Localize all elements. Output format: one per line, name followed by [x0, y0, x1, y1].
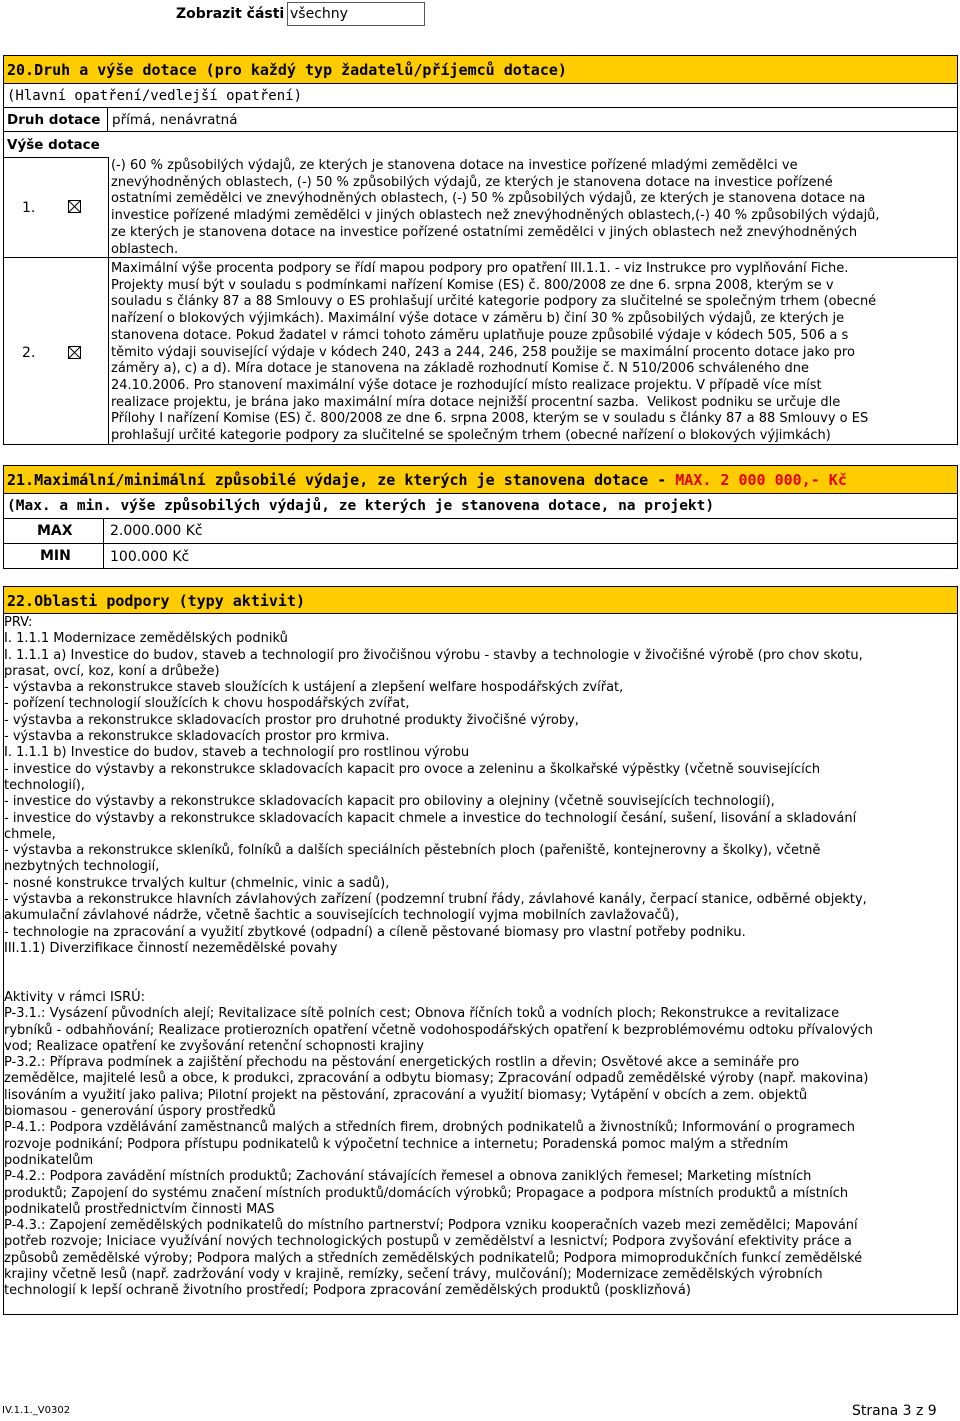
parts-select[interactable]: všechny: [287, 2, 425, 26]
divider: [108, 157, 109, 445]
text-line: PRV:: [4, 615, 33, 630]
text-line: znevýhodněných oblastech, (-) 50 % způsobilých výdajů, ze kterých je stanovena dotace na investice pořízené: [111, 174, 833, 190]
text-line: I. 1.1.1 Modernizace zemědělských podniků: [4, 631, 288, 647]
divider: [107, 108, 108, 131]
text-line: podnikatelů prostřednictvím činnosti MAS: [4, 1201, 275, 1217]
section21-title-max: MAX. 2 000 000,- Kč: [675, 471, 847, 489]
section22-prv-text: [4, 615, 954, 957]
section21-subtitle-box: [3, 493, 958, 519]
parts-label: Zobrazit části: [176, 6, 285, 22]
text-line: - pořízení technologií sloužících k chovu hospodářských zvířat,: [4, 696, 410, 712]
section21-title: [7, 471, 847, 489]
text-line: rybníků - odbahňování; Realizace protierozních opatření včetně vodohospodářských opatření k bezproblémovému odtoku přívalových: [4, 1022, 873, 1038]
text-line: 24.10.2006. Pro stanovení maximální výše dotace je rozhodující místo realizace projektu. V případě více míst: [111, 377, 822, 393]
text-line: chmele,: [4, 826, 56, 842]
check-cross-icon: [69, 347, 80, 358]
text-line: produktů; Zapojení do systému značení místních produktů/domácích výrobků; Propagace a podpora místních produktů a místních: [4, 1185, 849, 1201]
text-line: akumulační závlahové nádrže, včetně šachtic a souvisejících technologií vyjma mobilních zavlažovačů),: [4, 908, 680, 924]
text-line: realizace projektu, je brána jako maximální míra dotace nejnižší procentní sazba. Velikost podniku se určuje dle: [111, 394, 841, 410]
text-line: - výstavba a rekonstrukce hlavních závlahových zařízení (podzemní trubní řády, závlahové kanály, čerpací stanice, odběrné objekty,: [4, 892, 867, 908]
text-line: I. 1.1.1 b) Investice do budov, staveb a technologií pro rostlinou výrobu: [4, 745, 470, 761]
check-cross-icon: [69, 201, 80, 212]
druh-row: [3, 107, 958, 132]
text-line: technologií),: [4, 777, 85, 793]
section20-title: 20.Druh a výše dotace (pro každý typ žadatelů/příjemců dotace): [7, 61, 567, 79]
druh-label: Druh dotace: [7, 112, 101, 128]
druh-value: přímá, nenávratná: [112, 112, 238, 128]
max-label-cell: [3, 518, 104, 544]
text-line: lisováním a využití jako paliva; Pilotní projekt na pěstování, zpracování a využití biomasy; Vytápění v obcích a zem. objektů: [4, 1087, 808, 1103]
max-value-cell: [103, 518, 958, 544]
section21-title-main: 21.Maximální/minimální způsobilé výdaje, ze kterých je stanovena dotace -: [7, 471, 676, 489]
item-2-number: 2.: [22, 345, 36, 361]
max-label: MAX: [37, 523, 73, 539]
text-line: těmito výdaji související výdaje v kódech 240, 243 a 244, 246, 258 použije se maximální procento dotace jako pro: [111, 344, 855, 360]
section20-subtitle-box: [3, 83, 958, 108]
text-line: (-) 60 % způsobilých výdajů, ze kterých je stanovena dotace na investice pořízené mladými zemědělci ve: [111, 158, 798, 173]
footer-page: Strana 3 z 9: [852, 1403, 937, 1419]
text-line: - výstavba a rekonstrukce skladovacích prostor pro krmiva.: [4, 729, 390, 745]
section21-subtitle: (Max. a min. výše způsobilých výdajů, ze kterých je stanovena dotace, na projekt): [7, 498, 715, 514]
text-line: nezbytných technologií,: [4, 859, 160, 875]
item-1-text: [111, 158, 956, 258]
section22-title: 22.Oblasti podpory (typy aktivit): [7, 592, 306, 610]
text-line: P-4.3.: Zapojení zemědělských podnikatelů do místního partnerství; Podpora vzniku kooperačních vazeb mezi zemědělci; Mapování: [4, 1218, 858, 1234]
text-line: Projekty musí být v souladu s podmínkami nařízení Komise (ES) č. 800/2008 ze dne 6. srpna 2008, kterým se v: [111, 277, 834, 293]
divider: [4, 257, 958, 258]
text-line: souladu s články 87 a 88 Smlouvy o ES prohlašují určité kategorie podpory za slučitelné se společným trhem (obecné: [111, 294, 877, 310]
text-line: P-3.2.: Příprava podmínek a zajištění přechodu na pěstování energetických rostlin a dřevin; Osvětové akce a semináře pro: [4, 1055, 800, 1071]
min-value-cell: [103, 543, 958, 569]
footer-code: IV.1.1._V0302: [2, 1405, 71, 1416]
min-value: 100.000 Kč: [110, 549, 190, 565]
text-line: biomasou - generování úspory prostředků: [4, 1104, 276, 1120]
text-line: - výstavba a rekonstrukce staveb sloužících k ustájení a zlepšení welfare hospodářských zvířat,: [4, 680, 624, 696]
text-line: P-4.2.: Podpora zavádění místních produktů; Zachování stávajících řemesel a obnova zaniklých řemesel; Marketing místních: [4, 1169, 812, 1185]
item-2-checkbox[interactable]: [68, 346, 81, 359]
text-line: P-3.1.: Vysázení původních alejí; Revitalizace sítě polních cest; Obnova říčních toků a vodních ploch; Rekonstrukce a revitalizace: [4, 1006, 840, 1022]
text-line: nařízení o blokových výjimkách). Maximální výše dotace v záměru b) činí 30 % způsobilých výdajů, ze kterých je: [111, 311, 845, 327]
text-line: - investice do výstavby a rekonstrukce skladovacích kapacit chmele a investice do technologií česání, sušení, lisování a skladování: [4, 810, 857, 826]
text-line: krajiny včetně lesů (např. zadržování vody v krajině, remízky, sečení trávy, mulčování); Modernizace zemědělských výrobních: [4, 1267, 823, 1283]
text-line: způsobů zemědělské výroby; Podpora malých a středních zemědělských podnikatelů; Podpora mimoprodukčních funkcí zemědělské: [4, 1250, 863, 1266]
text-line: I. 1.1.1 a) Investice do budov, staveb a technologií pro živočišnou výrobu - stavby a technologie v živočišné výrobě (pro chov skotu,: [4, 647, 863, 663]
text-line: ze kterých je stanovena dotace na investice pořízené ostatními zemědělci v jiných oblastech než znevýhodněných: [111, 224, 858, 240]
text-line: potřeb rozvoje; Iniciace využívání nových technologických postupů v zemědělství a lesnictví; Podpora zvyšování efektivity práce a: [4, 1234, 852, 1250]
text-line: zemědělce, majitelé lesů a obce, k produkci, zpracování a odbytu biomasy; Zpracování odpadů zemědělské výroby (např. makovina): [4, 1071, 869, 1087]
section21-header: [3, 465, 958, 494]
text-line: investice pořízené mladými zemědělci v jiných oblastech než znevýhodněných oblastech,(-) 40 % způsobilých výdajů,: [111, 208, 880, 224]
divider: [4, 157, 108, 158]
section22-isru-text: [4, 990, 954, 1300]
max-value: 2.000.000 Kč: [110, 523, 203, 539]
text-line: prohlašují určité kategorie podpory za slučitelné se společným trhem (obecné nařízení o blokových výjimkách): [111, 428, 831, 444]
min-label-cell: [3, 543, 104, 569]
section20-subtitle: (Hlavní opatření/vedlejší opatření): [7, 88, 303, 104]
text-line: rozvoje podnikání; Podpora přístupu podnikatelů k výpočetní technice a internetu; Poradenská pomoc malým a středním: [4, 1136, 789, 1152]
text-line: - investice do výstavby a rekonstrukce skladovacích kapacit pro ovoce a zeleninu a školkařské výpěstky (včetně souvisejících: [4, 761, 821, 777]
text-line: - technologie na zpracování a využití zbytkové (odpadní) a cíleně pěstované biomasy pro vlastní potřeby podniku.: [4, 924, 746, 940]
text-line: - investice do výstavby a rekonstrukce skladovacích kapacit pro obiloviny a olejniny (včetně souvisejících technologií),: [4, 794, 775, 810]
item-1-checkbox[interactable]: [68, 200, 81, 213]
section20-header: [3, 55, 958, 84]
text-line: ostatními zemědělci ve znevýhodněných oblastech, (-) 50 % způsobilých výdajů, ze kterých je stanovena dotace na: [111, 191, 866, 207]
text-line: - výstavba a rekonstrukce skleníků, folníků a dalších speciálních pěstebních ploch (pařeniště, kontejnerovny a školky), včetně: [4, 843, 821, 859]
text-line: oblastech.: [111, 241, 179, 257]
text-line: Přílohy I nařízení Komise (ES) č. 800/2008 ze dne 6. srpna 2008, kterým se v souladu s články 87 a 88 Smlouvy o ES: [111, 411, 869, 427]
text-line: podnikatelům: [4, 1152, 94, 1168]
text-line: technologií k lepší ochraně životního prostředí; Podpora zpracování zemědělských produktů (posklizňová): [4, 1283, 691, 1299]
text-line: Maximální výše procenta podpory se řídí mapou podpory pro opatření III.1.1. - viz Instrukce pro vyplňování Fiche.: [111, 261, 849, 276]
text-line: stanovena dotace. Pokud žadatel v rámci tohoto záměru uplatňuje pouze způsobilé výdaje v kódech 505, 506 a s: [111, 327, 849, 343]
min-label: MIN: [40, 548, 71, 564]
item-1-number: 1.: [22, 200, 36, 216]
text-line: P-4.1.: Podpora vzdělávání zaměstnanců malých a středních firem, drobných podnikatelů a živnostníků; Informování o programech: [4, 1120, 855, 1136]
text-line: III.1.1) Diverzifikace činností nezemědělské povahy: [4, 940, 338, 956]
item-2-text: [111, 261, 956, 445]
vyse-label: Výše dotace: [7, 137, 100, 153]
text-line: záměry a), c) a d). Míra dotace je stanovena na základě rozhodnutí Komise č. N 510/2006 schváleného dne: [111, 361, 809, 377]
text-line: - nosné konstrukce trvalých kultur (chmelnic, vinic a sadů),: [4, 875, 390, 891]
text-line: - výstavba a rekonstrukce skladovacích prostor pro druhotné produkty živočišné výroby,: [4, 712, 579, 728]
text-line: prasat, ovcí, koz, koní a drůbeže): [4, 663, 220, 679]
section22-header: [3, 586, 958, 614]
text-line: vod; Realizace opatření ke zvyšování retenční schopnosti krajiny: [4, 1038, 424, 1054]
text-line: Aktivity v rámci ISRÚ:: [4, 990, 146, 1005]
